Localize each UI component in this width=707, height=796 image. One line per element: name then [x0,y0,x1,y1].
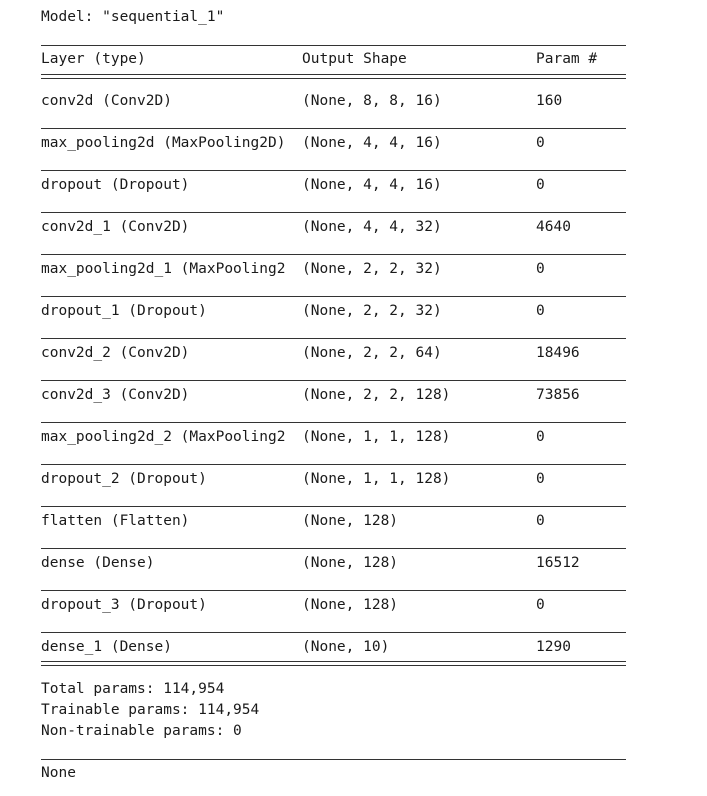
row-divider [41,590,626,591]
param-count: 4640 [536,219,571,235]
output-shape: (None, 128) [302,513,399,529]
output-shape: (None, 2, 2, 32) [302,303,442,319]
total-params: Total params: 114,954 [41,681,225,697]
param-count: 0 [536,261,545,277]
param-count: 73856 [536,387,580,403]
layer-name: max_pooling2d_2 (MaxPooling2 [41,429,286,445]
output-shape: (None, 4, 4, 16) [302,177,442,193]
layer-name: dropout_1 (Dropout) [41,303,207,319]
footer-double-rule [41,661,626,666]
column-header-output-shape: Output Shape [302,51,407,67]
column-header-param: Param # [536,51,598,67]
column-header-layer: Layer (type) [41,51,146,67]
layer-name: conv2d_3 (Conv2D) [41,387,190,403]
row-divider [41,170,626,171]
model-title: Model: "sequential_1" [41,9,225,25]
param-count: 0 [536,177,545,193]
layer-name: conv2d_1 (Conv2D) [41,219,190,235]
row-divider [41,128,626,129]
param-count: 16512 [536,555,580,571]
output-shape: (None, 2, 2, 64) [302,345,442,361]
row-divider [41,296,626,297]
param-count: 0 [536,513,545,529]
layer-name: dropout (Dropout) [41,177,190,193]
row-divider [41,506,626,507]
output-shape: (None, 4, 4, 32) [302,219,442,235]
param-count: 0 [536,303,545,319]
param-count: 0 [536,429,545,445]
output-shape: (None, 128) [302,597,399,613]
return-value: None [41,765,76,781]
layer-name: dense_1 (Dense) [41,639,172,655]
output-shape: (None, 128) [302,555,399,571]
output-shape: (None, 1, 1, 128) [302,429,451,445]
param-count: 160 [536,93,563,109]
param-count: 1290 [536,639,571,655]
layer-name: max_pooling2d_1 (MaxPooling2 [41,261,286,277]
layer-name: flatten (Flatten) [41,513,190,529]
row-divider [41,422,626,423]
row-divider [41,548,626,549]
header-top-rule [41,45,626,46]
layer-name: dense (Dense) [41,555,155,571]
output-shape: (None, 2, 2, 128) [302,387,451,403]
non-trainable-params: Non-trainable params: 0 [41,723,242,739]
output-shape: (None, 10) [302,639,390,655]
param-count: 0 [536,597,545,613]
row-divider [41,632,626,633]
layer-name: conv2d (Conv2D) [41,93,172,109]
output-shape: (None, 1, 1, 128) [302,471,451,487]
layer-name: dropout_2 (Dropout) [41,471,207,487]
row-divider [41,338,626,339]
param-count: 0 [536,471,545,487]
row-divider [41,212,626,213]
param-count: 0 [536,135,545,151]
output-shape: (None, 8, 8, 16) [302,93,442,109]
trainable-params: Trainable params: 114,954 [41,702,260,718]
row-divider [41,464,626,465]
row-divider [41,380,626,381]
summary-bottom-rule [41,759,626,760]
layer-name: conv2d_2 (Conv2D) [41,345,190,361]
output-shape: (None, 4, 4, 16) [302,135,442,151]
output-shape: (None, 2, 2, 32) [302,261,442,277]
layer-name: dropout_3 (Dropout) [41,597,207,613]
row-divider [41,254,626,255]
header-double-rule [41,74,626,79]
param-count: 18496 [536,345,580,361]
layer-name: max_pooling2d (MaxPooling2D) [41,135,286,151]
